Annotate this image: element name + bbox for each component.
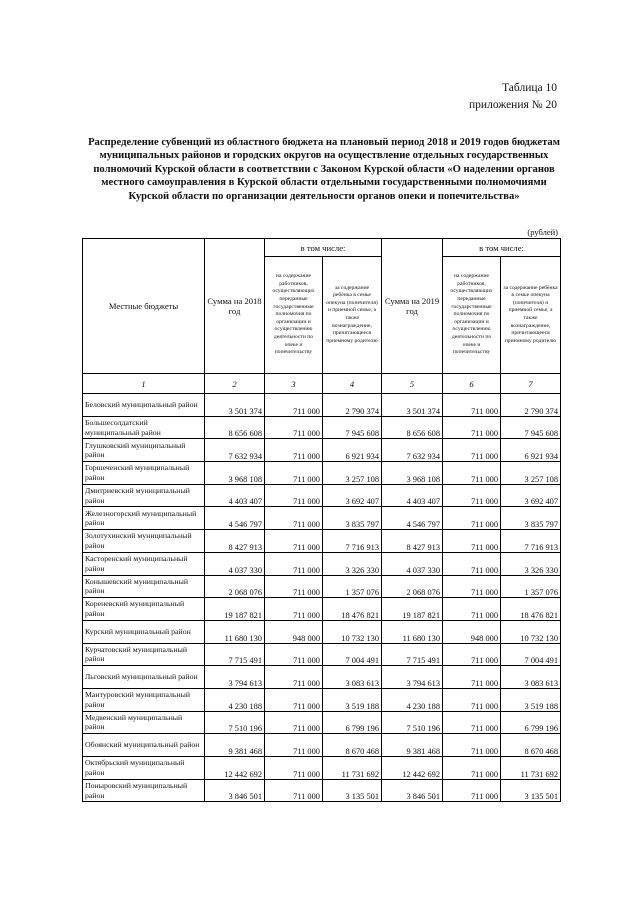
workers-2019-cell: 948 000	[443, 620, 501, 643]
budget-name-cell: Курчатовский муниципальный район	[83, 643, 205, 666]
budget-name-cell: Глушковский муниципальный район	[83, 439, 205, 462]
sum-2018-cell: 8 427 913	[205, 530, 265, 553]
table-row	[83, 484, 561, 507]
child-2018-cell: 7 004 491	[323, 643, 382, 666]
table-body	[83, 394, 561, 802]
child-2018-cell: 8 670 468	[323, 734, 382, 757]
workers-2018-cell: 711 000	[265, 507, 323, 530]
col-number: 3	[265, 374, 323, 394]
col-header-including-2018: в том числе:	[265, 239, 382, 257]
child-2019-cell: 2 790 374	[501, 394, 561, 417]
budget-name-cell: Мантуровский муниципальный район	[83, 688, 205, 711]
workers-2018-cell: 711 000	[265, 530, 323, 553]
col-number: 5	[382, 374, 443, 394]
budget-name-cell: Золотухинский муниципальный район	[83, 530, 205, 553]
workers-2019-cell: 711 000	[443, 598, 501, 621]
col-header-workers-2018: на содержание работников, осуществляющих переданные государственные полномочия по организации и осуществлению деятельности по опеке и попечительству	[265, 257, 323, 374]
child-2018-cell: 6 799 196	[323, 711, 382, 734]
workers-2019-cell: 711 000	[443, 484, 501, 507]
sum-2019-cell: 12 442 692	[382, 757, 443, 780]
workers-2019-cell: 711 000	[443, 688, 501, 711]
child-2018-cell: 2 790 374	[323, 394, 382, 417]
sum-2019-cell: 4 037 330	[382, 552, 443, 575]
sum-2018-cell: 8 656 608	[205, 416, 265, 439]
workers-2018-cell: 711 000	[265, 711, 323, 734]
sum-2019-cell: 2 068 076	[382, 575, 443, 598]
appendix-reference: приложения № 20	[469, 99, 557, 111]
child-2018-cell: 1 357 076	[323, 575, 382, 598]
child-2019-cell: 10 732 130	[501, 620, 561, 643]
sum-2019-cell: 8 656 608	[382, 416, 443, 439]
child-2019-cell: 3 692 407	[501, 484, 561, 507]
child-2018-cell: 10 732 130	[323, 620, 382, 643]
workers-2019-cell: 711 000	[443, 711, 501, 734]
table-row	[83, 643, 561, 666]
workers-2019-cell: 711 000	[443, 779, 501, 802]
table-row	[83, 552, 561, 575]
child-2019-cell: 3 835 797	[501, 507, 561, 530]
sum-2019-cell: 7 510 196	[382, 711, 443, 734]
child-2019-cell: 3 135 501	[501, 779, 561, 802]
sum-2019-cell: 3 501 374	[382, 394, 443, 417]
sum-2019-cell: 19 187 821	[382, 598, 443, 621]
units-label: (рублей)	[527, 227, 558, 237]
sum-2019-cell: 7 715 491	[382, 643, 443, 666]
child-2019-cell: 6 799 196	[501, 711, 561, 734]
sum-2019-cell: 3 968 108	[382, 462, 443, 485]
sum-2018-cell: 7 510 196	[205, 711, 265, 734]
sum-2019-cell: 4 230 188	[382, 688, 443, 711]
workers-2019-cell: 711 000	[443, 416, 501, 439]
budget-name-cell: Дмитриевский муниципальный район	[83, 484, 205, 507]
table-row	[83, 779, 561, 802]
child-2019-cell: 7 004 491	[501, 643, 561, 666]
workers-2018-cell: 711 000	[265, 416, 323, 439]
table-row	[83, 688, 561, 711]
sum-2018-cell: 3 794 613	[205, 666, 265, 689]
col-number: 1	[83, 374, 205, 394]
col-header-sum-2018: Сумма на 2018 год	[205, 239, 265, 374]
budget-name-cell: Горшеченский муниципальный район	[83, 462, 205, 485]
child-2018-cell: 7 716 913	[323, 530, 382, 553]
child-2018-cell: 6 921 934	[323, 439, 382, 462]
child-2018-cell: 3 519 188	[323, 688, 382, 711]
col-number: 4	[323, 374, 382, 394]
sum-2019-cell: 11 680 130	[382, 620, 443, 643]
workers-2019-cell: 711 000	[443, 462, 501, 485]
workers-2019-cell: 711 000	[443, 530, 501, 553]
workers-2018-cell: 711 000	[265, 439, 323, 462]
workers-2018-cell: 948 000	[265, 620, 323, 643]
sum-2018-cell: 3 501 374	[205, 394, 265, 417]
sum-2018-cell: 3 968 108	[205, 462, 265, 485]
sum-2018-cell: 4 230 188	[205, 688, 265, 711]
child-2018-cell: 3 326 330	[323, 552, 382, 575]
col-header-including-2019: в том числе:	[443, 239, 561, 257]
budget-name-cell: Курский муниципальный район	[83, 620, 205, 643]
sum-2019-cell: 7 632 934	[382, 439, 443, 462]
workers-2019-cell: 711 000	[443, 734, 501, 757]
workers-2018-cell: 711 000	[265, 575, 323, 598]
subsidy-table	[82, 238, 561, 802]
workers-2018-cell: 711 000	[265, 643, 323, 666]
document-title: Распределение субвенций из областного бюджета на плановый период 2018 и 2019 годов бюджетам муниципальных районов и городских округов на осуществление отдельных государственных полномочий Курской области в соответствии с Законом Курской области «О наделении органов местного самоуправления в Курской области отдельными государственными полномочиями Курской области по организации деятельности органов опеки и попечительства»	[88, 137, 560, 202]
table-row	[83, 598, 561, 621]
workers-2018-cell: 711 000	[265, 734, 323, 757]
col-header-child-2018: за содержание ребёнка в семье опекуна (попечителя) и приемной семье, а также вознаграждение, причитающееся приемному родителю	[323, 257, 382, 374]
budget-name-cell: Октябрьский муниципальный район	[83, 757, 205, 780]
workers-2018-cell: 711 000	[265, 598, 323, 621]
sum-2018-cell: 11 680 130	[205, 620, 265, 643]
workers-2018-cell: 711 000	[265, 484, 323, 507]
workers-2018-cell: 711 000	[265, 552, 323, 575]
child-2019-cell: 3 083 613	[501, 666, 561, 689]
child-2019-cell: 7 945 608	[501, 416, 561, 439]
workers-2019-cell: 711 000	[443, 439, 501, 462]
budget-name-cell: Медвенский муниципальный район	[83, 711, 205, 734]
child-2018-cell: 7 945 608	[323, 416, 382, 439]
workers-2019-cell: 711 000	[443, 643, 501, 666]
workers-2019-cell: 711 000	[443, 666, 501, 689]
sum-2018-cell: 7 632 934	[205, 439, 265, 462]
table-row	[83, 394, 561, 417]
sum-2019-cell: 3 846 501	[382, 779, 443, 802]
workers-2018-cell: 711 000	[265, 757, 323, 780]
sum-2018-cell: 7 715 491	[205, 643, 265, 666]
budget-name-cell: Беловский муниципальный район	[83, 394, 205, 417]
workers-2018-cell: 711 000	[265, 394, 323, 417]
child-2019-cell: 6 921 934	[501, 439, 561, 462]
sum-2019-cell: 3 794 613	[382, 666, 443, 689]
workers-2018-cell: 711 000	[265, 462, 323, 485]
sum-2018-cell: 4 403 407	[205, 484, 265, 507]
child-2019-cell: 3 257 108	[501, 462, 561, 485]
table-row	[83, 757, 561, 780]
child-2019-cell: 3 326 330	[501, 552, 561, 575]
child-2018-cell: 3 835 797	[323, 507, 382, 530]
budget-name-cell: Конышевский муниципальный район	[83, 575, 205, 598]
table-row	[83, 439, 561, 462]
budget-name-cell: Поныровский муниципальный район	[83, 779, 205, 802]
child-2019-cell: 8 670 468	[501, 734, 561, 757]
sum-2019-cell: 4 403 407	[382, 484, 443, 507]
sum-2018-cell: 9 381 468	[205, 734, 265, 757]
child-2019-cell: 7 716 913	[501, 530, 561, 553]
sum-2019-cell: 8 427 913	[382, 530, 443, 553]
col-header-workers-2019: на содержание работников, осуществляющих переданные государственные полномочия по организации и осуществлению деятельности по опеке и попечительству	[443, 257, 501, 374]
col-number: 2	[205, 374, 265, 394]
child-2018-cell: 3 135 501	[323, 779, 382, 802]
budget-name-cell: Обоянский муниципальный район	[83, 734, 205, 757]
child-2019-cell: 1 357 076	[501, 575, 561, 598]
col-header-local-budgets: Местные бюджеты	[83, 239, 205, 374]
col-header-sum-2019: Сумма на 2019 год	[382, 239, 443, 374]
workers-2018-cell: 711 000	[265, 666, 323, 689]
workers-2018-cell: 711 000	[265, 779, 323, 802]
child-2018-cell: 3 257 108	[323, 462, 382, 485]
workers-2019-cell: 711 000	[443, 552, 501, 575]
table-number: Таблица 10	[502, 82, 557, 94]
child-2018-cell: 3 692 407	[323, 484, 382, 507]
table-row	[83, 620, 561, 643]
sum-2018-cell: 2 068 076	[205, 575, 265, 598]
budget-name-cell: Железногорский муниципальный район	[83, 507, 205, 530]
table-row	[83, 530, 561, 553]
child-2018-cell: 18 476 821	[323, 598, 382, 621]
sum-2018-cell: 4 037 330	[205, 552, 265, 575]
workers-2019-cell: 711 000	[443, 757, 501, 780]
col-header-child-2019: за содержание ребёнка в семье опекуна (попечителя) и приемной семье, а также вознаграждение, причитающееся приемному родителю	[501, 257, 561, 374]
table-row	[83, 666, 561, 689]
table-row	[83, 711, 561, 734]
table-row	[83, 734, 561, 757]
budget-name-cell: Большесолдатский муниципальный район	[83, 416, 205, 439]
budget-name-cell: Кореневский муниципальный район	[83, 598, 205, 621]
sum-2018-cell: 4 546 797	[205, 507, 265, 530]
sum-2018-cell: 12 442 692	[205, 757, 265, 780]
sum-2018-cell: 3 846 501	[205, 779, 265, 802]
workers-2018-cell: 711 000	[265, 688, 323, 711]
col-number: 6	[443, 374, 501, 394]
workers-2019-cell: 711 000	[443, 507, 501, 530]
child-2018-cell: 11 731 692	[323, 757, 382, 780]
table-row	[83, 507, 561, 530]
child-2018-cell: 3 083 613	[323, 666, 382, 689]
child-2019-cell: 3 519 188	[501, 688, 561, 711]
workers-2019-cell: 711 000	[443, 575, 501, 598]
sum-2018-cell: 19 187 821	[205, 598, 265, 621]
budget-name-cell: Касторенский муниципальный район	[83, 552, 205, 575]
col-number: 7	[501, 374, 561, 394]
table-row	[83, 416, 561, 439]
sum-2019-cell: 9 381 468	[382, 734, 443, 757]
child-2019-cell: 11 731 692	[501, 757, 561, 780]
table-row	[83, 575, 561, 598]
budget-name-cell: Льговский муниципальный район	[83, 666, 205, 689]
table-row	[83, 462, 561, 485]
child-2019-cell: 18 476 821	[501, 598, 561, 621]
sum-2019-cell: 4 546 797	[382, 507, 443, 530]
workers-2019-cell: 711 000	[443, 394, 501, 417]
